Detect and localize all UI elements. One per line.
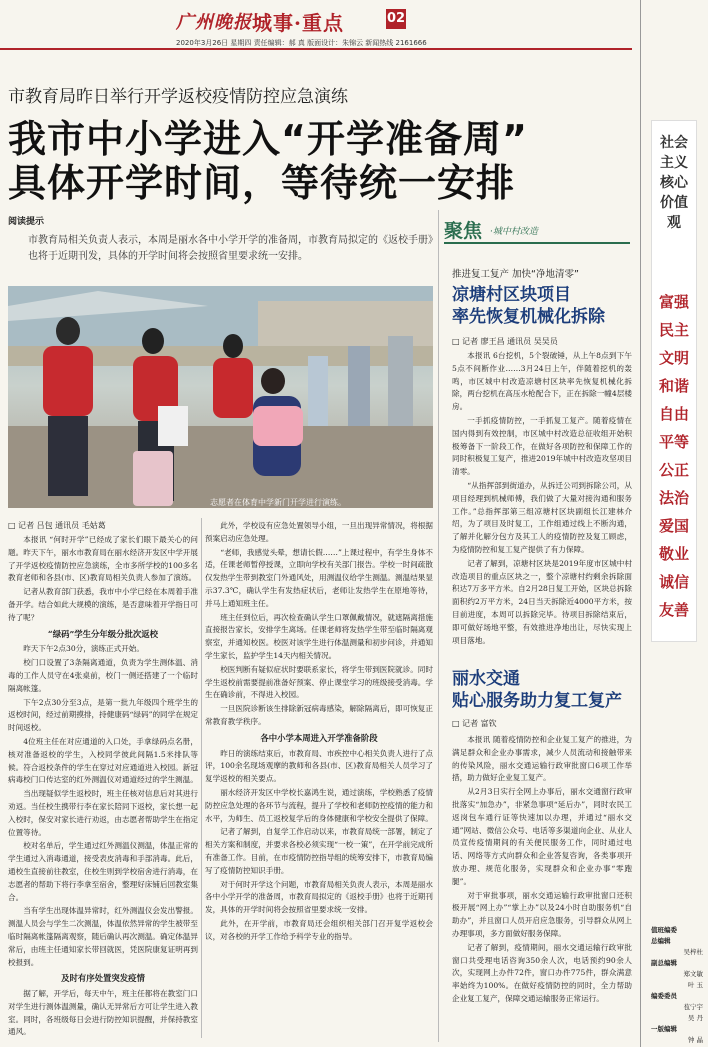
page-header [0,0,708,48]
story1-subhead: 推进复工复产 加快“净地清零” [452,269,579,280]
value-word: 敬业 [658,545,689,563]
paragraph: 据了解，开学后，每天中午，班主任都将在教室门口对学生进行测体温测量，确认无异常后方可让学生进入教室。同时，各班级每日会进行防控知识提醒，并保持教室通风。 [8,989,198,1037]
headline-line-2: 具体开学时间，等待统一安排 [8,161,516,205]
paragraph: 校对名单后，学生通过红外测温仪测温，体温正常的学生通过入消毒通道，接受表皮消毒和手部消毒。此后，通校生直接前往教室，住校生则到学校宿舍进行消毒，在志愿者的帮助下将行李拿至宿舍，整理好床铺后回教室集合。 [8,841,198,902]
staff-entry: 叶 玉 [687,981,703,989]
section-title: 城事·重点 [252,11,344,35]
core-values-heading: 社会主义核心价值观 [660,135,688,231]
paragraph: 记者从教育部门获悉，我市中小学已经在本周着手准备开学。结合如此大规模的演练，是否意味着开学指日可待了呢？ [8,587,198,622]
paragraph: 记者了解到，自复学工作启动以来，市教育局统一部署，制定了相关方案和制度，并要求各校必须实现“一校一策”，在开学前完成所有准备工作。目前，在市疫情防控指导组的统筹安排下，市教育局编写了疫情防控知识手册。 [205,827,433,875]
value-word: 公正 [658,461,689,479]
photo-caption: 志愿者在体育中学新门开学进行演练。 [210,498,346,507]
paragraph: 一手抓疫情防控，一手抓复工复产。随着疫情在国内得到有效控制，市区城中村改造总征收组开始积极筹备下一阶段工作，在做好各项防控和保障工作的同时积极复工复产，推进2019年城中村改造攻坚项目清零。 [452,415,632,477]
header-rule [0,48,632,50]
paragraph: 当有学生出现体温异常时，红外测温仪会发出警报。测温人员会与学生二次测温，体温依然异常的学生被带至临时隔离帐篷隔离观察，随后确认再次测温。确定体温异常后，由班主任通知家长带回就医，凭医院康复证明再到校报到。 [8,906,198,967]
staff-entry: 一版编辑 [651,1025,677,1033]
value-word: 法治 [658,489,689,507]
staff-entry: 值班编委 [651,926,677,934]
value-word: 民主 [658,321,689,339]
paragraph: 校门口设置了3条隔离通道，负责为学生测体温、消毒的工作人员守在4张桌前，校门一侧还搭建了一个临时隔离帐篷。 [8,658,198,693]
value-word: 富强 [658,293,689,311]
subhead: 各中小学本周进入开学准备阶段 [260,732,378,743]
byline: □ 记者 吕包 通讯员 毛姑葛 [8,521,106,530]
paragraph: 下午2点30分至3点，是第一批九年级四个班学生的返校时间，经过前期摸排，持健康码“绿码”的同学在规定时间返校。 [8,697,198,733]
summary: 市教育局相关负责人表示，本周是丽水各中小学开学的准备周，市教育局拟定的《返校手册》也将于近期刊发，具体的开学时间将会按照省里要求统一安排。 [28,235,433,262]
paragraph: 记者了解到，疫情期间，丽水交通运输行政审批窗口共受理电话咨询350余人次，电话预约90余人次，实现网上办件72件，窗口办件775件，群众满意率始终为100%。在做好疫情防控的同时，全力帮助企业复工复产，保障交通运输服务正常运行。 [452,942,632,1003]
value-word: 平等 [658,433,689,451]
staff-entry: 编委委员 [651,992,677,1000]
focus-banner [444,214,630,244]
column-divider [201,518,202,1038]
paragraph: 对于何时开学这个问题，市教育局相关负责人表示，本周是丽水各中小学开学的准备周，市教育局拟定的《返校手册》也将于近期刊发，具体的开学时间将会按照省里要求统一安排。 [205,879,433,915]
paragraph: 昨天下午2点30分，演练正式开始。 [23,644,144,654]
story2-body [452,734,632,1042]
paragraph: 对于审批事项，丽水交通运输行政审批窗口还积极开展“网上办”“掌上办”以及24小时自助服务机“自助办”，并且窗口人员开启应急服务，引导群众从网上办理事项，多方面做好服务保障。 [452,890,632,938]
news-photo [8,286,433,508]
paragraph: 一旦医院诊断该生排除新冠病毒感染，解除隔离后，即可恢复正常教育教学秩序。 [205,704,433,726]
paragraph: 从2月3日实行全网上办事后，丽水交通窗行政审批落实“加急办”，非紧急事项“延后办”，同时农民工返岗包车通行证等快速加以办理，并通过“丽水交通”网站、微信公众号、电话等多渠道向企业、从业人员宣传疫情期间的有关便民服务工作，同时通过电话、网络等方式向群众和企业答复咨询，各类事项开放办理、规范化服务，实现群众和企业办事“零跑腿”。 [452,787,632,886]
staff-entry: 吴 丹 [687,1014,703,1022]
staff-entry: 总编辑 [651,937,671,945]
focus-sublabel: ·城中村改造 [490,227,538,237]
core-values-panel [651,120,697,642]
paragraph: 本报讯 “何时开学”已经成了家长们眼下最关心的问题。昨天下午，丽水市教育局在丽水经济开发区中学开展了开学返校疫情防控应急演练，全市多所学校的100多名教育老师和各县(市、区)教育局相关负责人参加了演练。 [8,535,198,583]
reading-tip-label: 阅读提示 [8,217,45,227]
story1-byline: □ 记者 廖王昌 通讯员 吴吴员 [452,337,558,346]
value-word: 文明 [658,349,689,367]
story2-title-2: 贴心服务助力复工复产 [452,691,622,711]
subhead: 及时有序处置突发疫情 [61,973,145,984]
main-column-1 [8,534,198,1042]
paragraph: 昨日的演练结束后，市教育局、市疾控中心相关负责人进行了点评，100余名现场观摩的教师和各县(市、区)教育局相关人员学习了复学返校的相关要点。 [205,748,433,784]
paragraph: 此外，学校设有应急处置领导小组，一旦出现异常情况，将根据预案启动应急处理。 [205,521,433,543]
kicker: 市教育局昨日举行开学返校疫情防控应急演练 [8,87,348,107]
staff-entry: 副总编辑 [651,959,677,967]
value-word: 诚信 [658,573,689,591]
staff-entry: 郑文敏 [683,970,703,978]
value-word: 爱国 [658,517,689,535]
paragraph: 班主任到位后，再次检查确认学生口罩佩戴情况，就遮隔离措施直接报告家长，安排学生离场。任课老师将发热学生带至临时隔离观察室，并通知校医。校医对该学生进行体温测量和初步问诊，并通知学生家长，监护学生14天内相关情况。 [205,612,433,660]
paragraph: 记者了解到，凉塘村区块是2019年度市区城中村改造项目的重点区块之一，整个凉塘村约剩余拆除面积达7万多平方米。自2月28日复工开始，区块总拆除面积约2万平方米，24日当天拆除近4000平方米，按目前进度，本周可以拆除完毕。待项目拆除结束后，即可做好场地平整，有效推进净地出让，尽快实现上项目落地。 [452,558,632,645]
paragraph: 本报讯 随着疫情防控和企业复工复产的推进，为满足群众和企业办事需求，减少人员流动和接触带来的传染风险，丽水交通运输行政审批窗口6项工作举措，助力做好企业复工复产。 [452,735,632,783]
story2-byline: □ 记者 富钦 [452,719,497,728]
story2-title-1: 丽水交通 [452,669,520,689]
story1-body [452,350,632,650]
staff-entry: 钟 晶 [687,1036,703,1044]
staff-entry: 吴梓杜 [683,948,703,956]
issue-line: 2020年3月26日 星期四 责任编辑：郝 真 版面设计：朱锦云 新闻热线 2161666 [176,39,427,47]
paragraph: 丽水经济开发区中学校长嘉鸿生说，通过演练，学校熟悉了疫情防控应急处理的各环节与流程，提升了学校和老师防控疫情的能力和水平，为师生、员工返校复学后的身体健康和学校安全提供了保障。 [205,787,433,823]
story1-title-2: 率先恢复机械化拆除 [452,307,605,327]
paragraph: “从指挥部到街道办，从拆迁公司到拆除公司，从项目经理到机械师傅，我们做了大量对接沟通和服务工作。”总指挥部第三组凉塘村区块副组长江建林介绍，为了项目及时复工，工作组通过线上不断沟通，了解并化解分包方及其工人的疫情防控及复工顾虑，为疫情防控和复工复产提供了有力保障。 [452,480,632,554]
page-number: 02 [386,9,406,29]
column-divider [438,210,439,1042]
paragraph: 当出现疑似学生返校时，班主任核对信息后对其进行劝返。当任校生携带行李在家长陪同下返校，家长想一起入校时，保安对家长进行劝返，由志愿者帮助学生在指定位置等待。 [8,789,198,837]
paragraph: 4位班主任在对应通道的入口处，手拿绿码点名册，核对准备返校的学生，入校同学彼此间隔1.5米排队等候。符合返校条件的学生在穿过对应通道进入校园。新冠病毒校门口传达室的红外测温仪对通道经过的学生测温。 [8,736,198,785]
story1-title-1: 凉塘村区块项目 [452,285,571,305]
paragraph: 校医判断有疑似症状时要联系家长，将学生带到医院就诊。同时学生返校前需要提前准备好预案、停止课堂学习的班级接受消毒。学生在确诊前，不得进入校园。 [205,664,433,700]
value-word: 和谐 [658,377,689,395]
main-column-2 [205,520,433,1042]
staff-list [651,925,703,1046]
subhead: “绿码”学生分年级分批次返校 [47,628,159,639]
paragraph: 此外，在开学前，市教育局还会组织相关部门召开复学返校会议，对各校的开学工作给予科学专业的指导。 [205,918,433,941]
staff-entry: 苞宁宇 [683,1003,703,1011]
headline-line-1: 我市中小学进入“开学准备周” [8,117,528,161]
masthead: 广州晚报 [176,12,252,33]
paragraph: 本报讯 6台挖机，5个裂破锤，从上午8点到下午5点不间断作业……3月24日上午，伴随着挖机的轰鸣，市区城中村改造凉塘村区块率先恢复机械化拆除，两台挖机在高压水枪配合下，正在拆除一幢4层楼房。 [452,351,632,412]
paragraph: “老师，我感觉头晕，想请长假……”上课过程中，有学生身体不适，任课老师暂停授课，立即向学校有关部门报告。学校一时间疏散仅发热学生带到教室门外通风处，用测温仪给学生测温。测温结果显示37.3℃，确认学生有发热症状后，老师让发热学生在原地等待，并马上通知班主任。 [205,547,433,608]
value-word: 自由 [658,405,689,423]
sidebar-divider [640,0,641,1047]
value-word: 友善 [658,601,689,619]
focus-label: 聚焦 [444,220,483,242]
